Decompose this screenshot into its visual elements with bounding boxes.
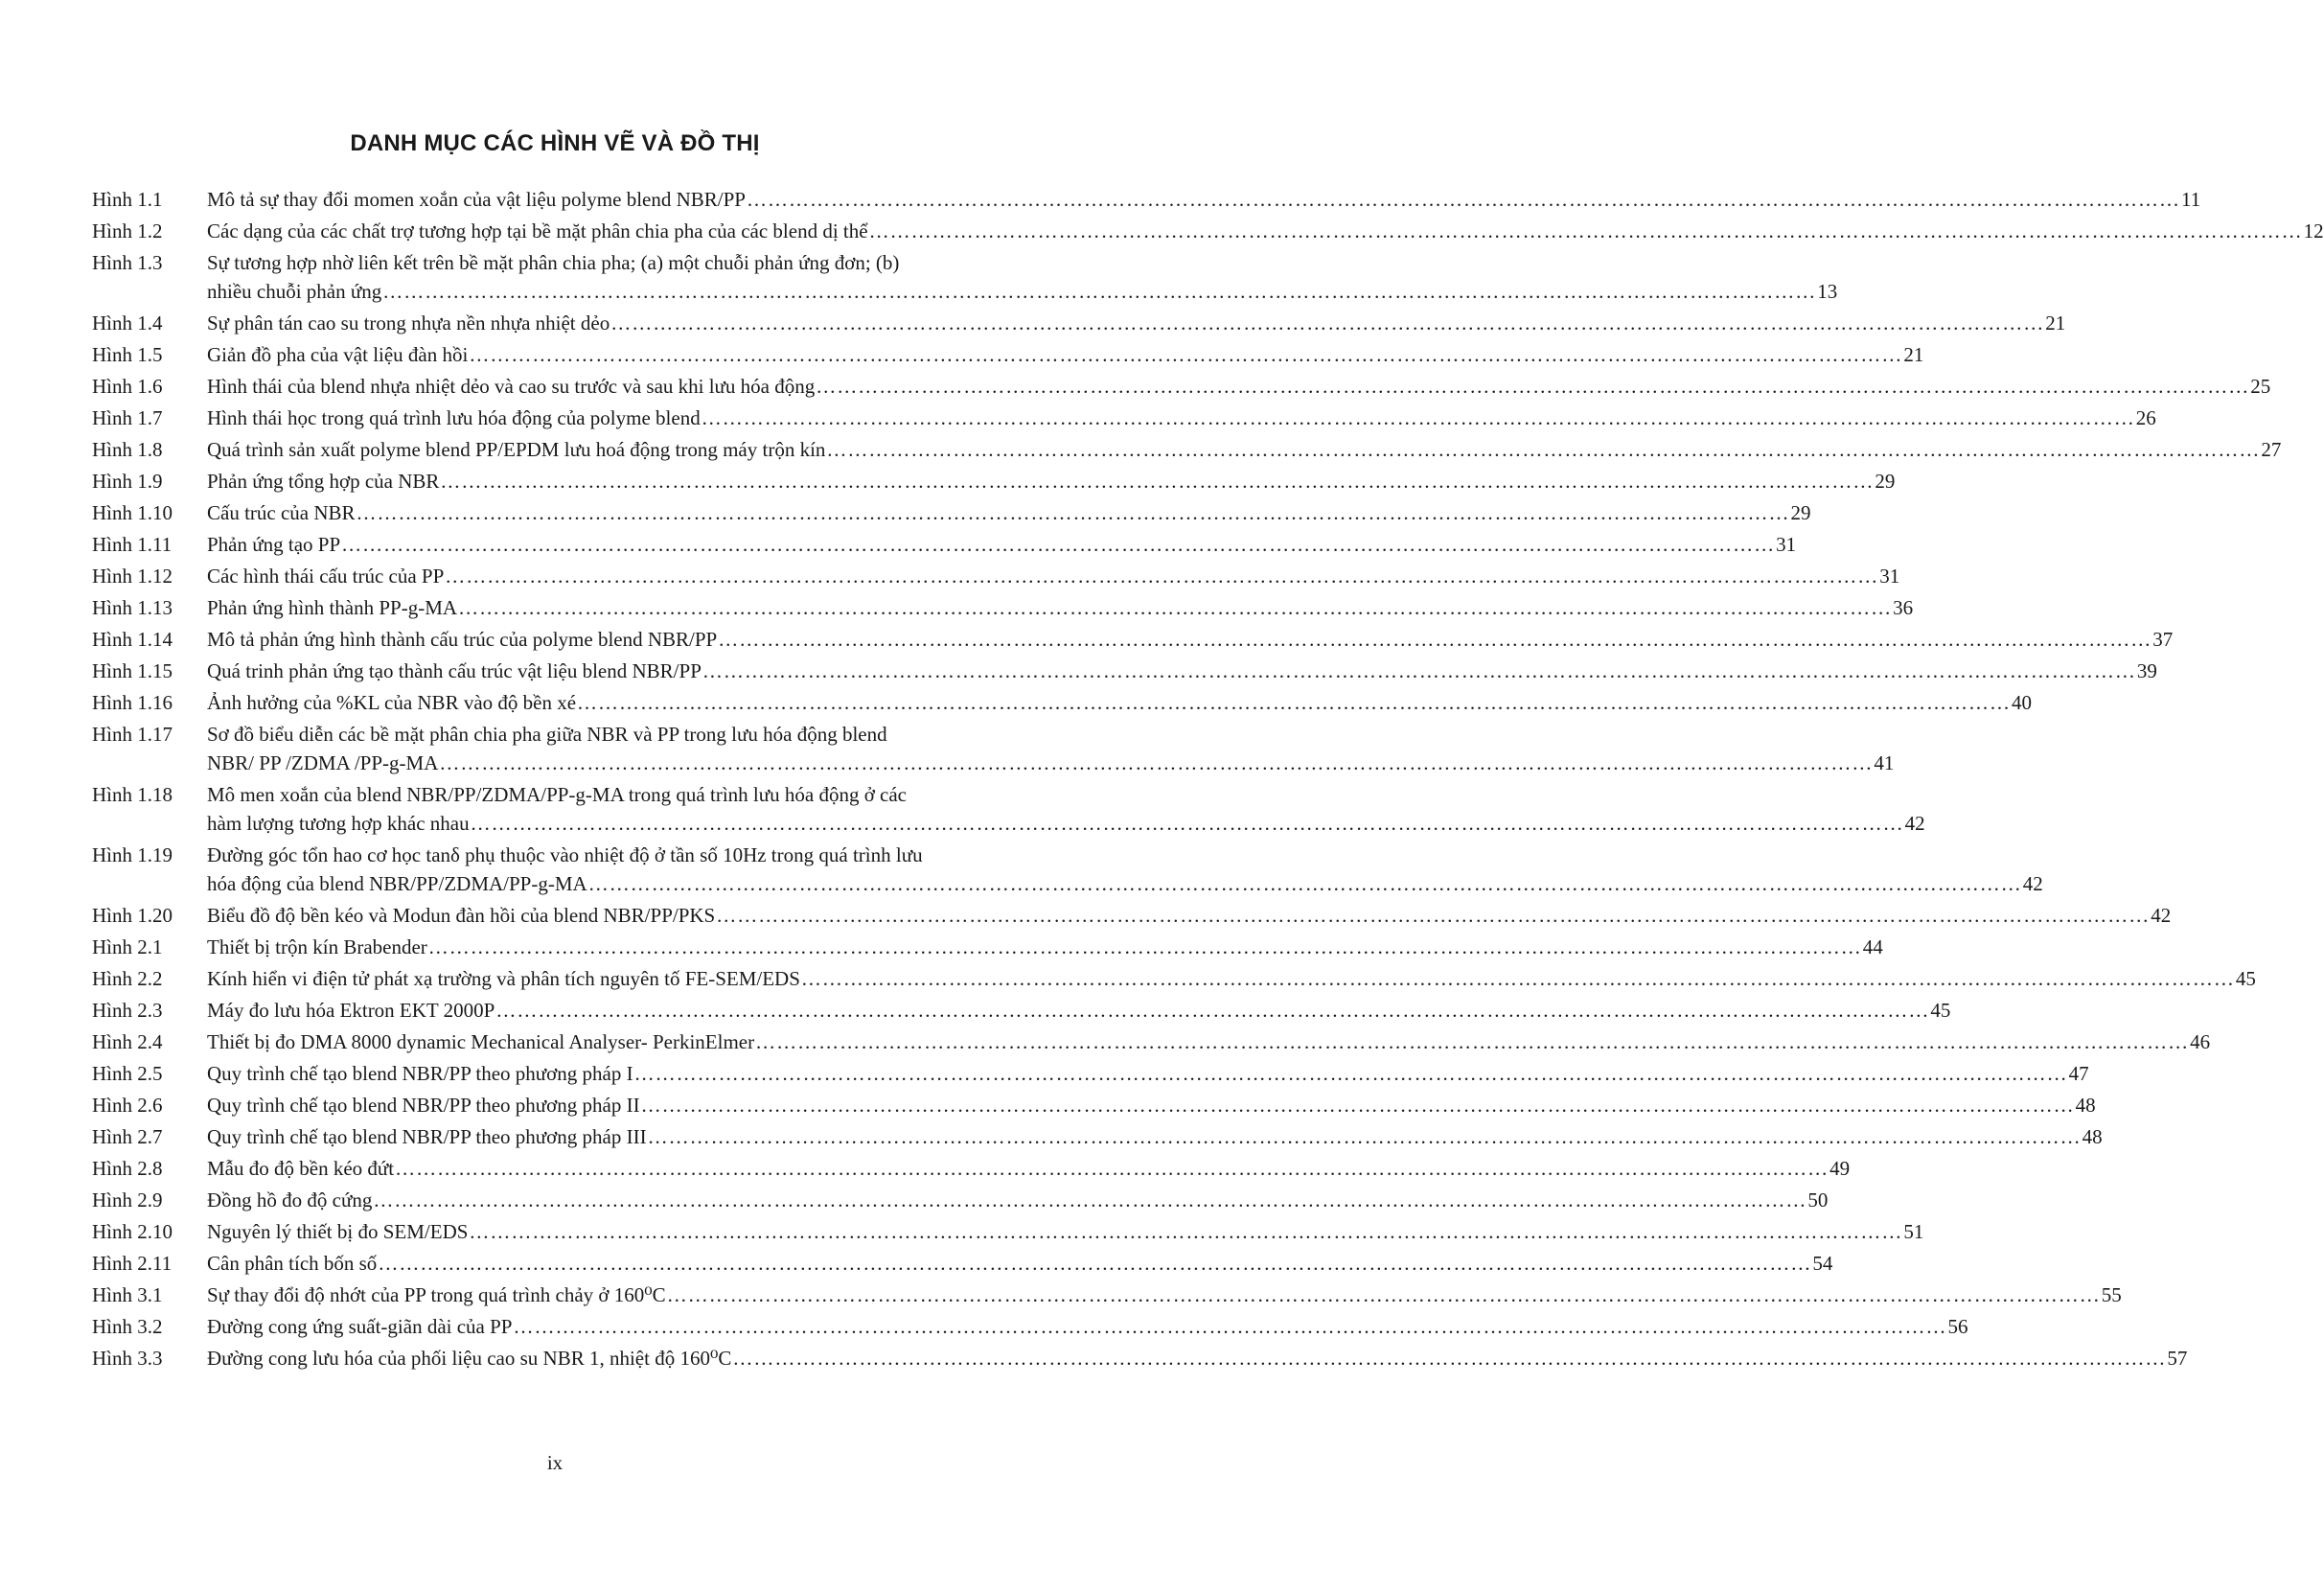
- figure-caption: [207, 340, 1923, 369]
- page-ref: 12: [2303, 219, 2324, 242]
- figure-entry: [92, 1059, 2089, 1088]
- page-ref: 42: [2151, 904, 2172, 927]
- caption-text: Mô men xoắn của blend NBR/PP/ZDMA/PP-g-MA trong quá trình lưu hóa động ở các: [207, 783, 908, 806]
- caption-text: Đồng hồ đo độ cứng: [207, 1188, 373, 1211]
- dot-leader: [577, 688, 2011, 717]
- figure-caption: [207, 404, 2156, 432]
- caption-line: [207, 964, 2256, 993]
- figure-label: Hình 2.3: [92, 999, 163, 1022]
- figure-entry: [92, 467, 1896, 496]
- caption-text: Mô tả sự thay đổi momen xoắn của vật liệu polyme blend NBR/PP: [207, 188, 746, 211]
- page-ref: 57: [2167, 1347, 2188, 1370]
- figure-caption: [207, 562, 1899, 590]
- figure-label: Hình 1.9: [92, 470, 163, 493]
- figure-label: Hình 1.15: [92, 659, 173, 682]
- dot-leader: [357, 498, 1790, 527]
- figure-entry: [92, 780, 1925, 838]
- caption-text: Các dạng của các chất trợ tương hợp tại bề mặt phân chia pha của các blend dị thể: [207, 219, 868, 242]
- figure-caption: [207, 309, 2065, 337]
- figure-label: Hình 1.11: [92, 533, 173, 556]
- figure-caption: [207, 217, 2324, 245]
- figure-entry: [92, 625, 2174, 654]
- figure-caption: [207, 435, 2281, 464]
- figure-label: Hình 2.10: [92, 1220, 173, 1243]
- caption-line: [207, 1186, 1828, 1214]
- figure-caption: [207, 530, 1796, 559]
- caption-text: Phản ứng tổng hợp của NBR: [207, 470, 440, 493]
- figure-caption: [207, 901, 2171, 930]
- figure-caption: [207, 1312, 1968, 1341]
- dot-leader: [702, 404, 2135, 432]
- figure-label: Hình 1.17: [92, 723, 173, 746]
- figure-entry: [92, 498, 1811, 527]
- caption-text: Thiết bị đo DMA 8000 dynamic Mechanical Analyser- PerkinElmer: [207, 1030, 755, 1053]
- figure-label: Hình 1.10: [92, 501, 173, 524]
- caption-line: [207, 1217, 1923, 1246]
- figure-entry: [92, 185, 2201, 214]
- figure-caption: [207, 372, 2270, 401]
- figure-label: Hình 1.16: [92, 691, 173, 714]
- caption-line: [207, 217, 2324, 245]
- figure-caption: [207, 657, 2157, 685]
- figure-caption: [207, 185, 2200, 214]
- figure-label: Hình 1.4: [92, 311, 163, 335]
- figure-entry: [92, 1344, 2188, 1373]
- caption-line: [207, 404, 2156, 432]
- caption-text: Đường cong lưu hóa của phối liệu cao su NBR 1, nhiệt độ 160⁰C: [207, 1347, 732, 1370]
- page-ref: 54: [1812, 1252, 1833, 1275]
- page-ref: 39: [2136, 659, 2157, 682]
- figure-caption: [207, 498, 1811, 527]
- caption-line: [207, 841, 2043, 869]
- figure-label: Hình 1.7: [92, 406, 163, 429]
- caption-line: [207, 749, 1894, 777]
- caption-line: [207, 1312, 1968, 1341]
- page-ref: 45: [2235, 967, 2256, 990]
- figure-caption: [207, 996, 1950, 1025]
- dot-leader: [341, 530, 1775, 559]
- caption-text: Phản ứng hình thành PP-g-MA: [207, 596, 458, 619]
- figure-entry: [92, 1186, 1829, 1214]
- caption-text: Nguyên lý thiết bị đo SEM/EDS: [207, 1220, 469, 1243]
- caption-text: Quy trình chế tạo blend NBR/PP theo phương pháp III: [207, 1125, 647, 1148]
- caption-text: Kính hiển vi điện tử phát xạ trường và phân tích nguyên tố FE-SEM/EDS: [207, 967, 800, 990]
- figure-label: Hình 2.7: [92, 1125, 163, 1148]
- dot-leader: [395, 1154, 1829, 1183]
- caption-text: Sự thay đổi độ nhớt của PP trong quá trình chảy ở 160⁰C: [207, 1283, 666, 1306]
- dot-leader: [869, 217, 2303, 245]
- page-ref: 56: [1947, 1315, 1968, 1338]
- caption-text: Ảnh hưởng của %KL của NBR vào độ bền xé: [207, 691, 577, 714]
- caption-line: [207, 185, 2200, 214]
- caption-line: [207, 780, 1925, 809]
- caption-line: [207, 372, 2270, 401]
- caption-line: [207, 1154, 1850, 1183]
- page-ref: 29: [1790, 501, 1811, 524]
- caption-text: Đường góc tổn hao cơ học tanδ phụ thuộc vào nhiệt độ ở tần số 10Hz trong quá trình lưu: [207, 843, 923, 866]
- page-ref: 27: [2261, 438, 2282, 461]
- figure-entry: [92, 217, 2324, 245]
- figure-caption: [207, 1154, 1850, 1183]
- caption-line: [207, 1249, 1832, 1278]
- dot-leader: [495, 996, 1929, 1025]
- dot-leader: [718, 625, 2151, 654]
- page-ref: 51: [1903, 1220, 1924, 1243]
- figure-label: Hình 1.12: [92, 565, 173, 588]
- caption-line: [207, 498, 1811, 527]
- figure-entry: [92, 593, 1914, 622]
- dot-leader: [816, 372, 2249, 401]
- caption-text: Đường cong ứng suất-giãn dài của PP: [207, 1315, 513, 1338]
- figure-entry: [92, 841, 2043, 898]
- figure-caption: [207, 720, 1894, 777]
- caption-line: [207, 933, 1883, 961]
- caption-text: NBR/ PP /ZDMA /PP-g-MA: [207, 751, 439, 774]
- figure-label: Hình 1.6: [92, 375, 163, 398]
- figure-label: Hình 1.3: [92, 251, 163, 274]
- figure-label: Hình 2.8: [92, 1157, 163, 1180]
- figure-caption: [207, 1249, 1832, 1278]
- figure-caption: [207, 964, 2256, 993]
- figure-label: Hình 3.2: [92, 1315, 163, 1338]
- caption-text: nhiều chuỗi phản ứng: [207, 280, 382, 303]
- page-ref: 37: [2152, 628, 2174, 651]
- figure-entry: [92, 340, 1924, 369]
- caption-line: [207, 996, 1950, 1025]
- dot-leader: [641, 1091, 2075, 1119]
- caption-line: [207, 1091, 2096, 1119]
- figure-label: Hình 2.1: [92, 935, 163, 958]
- figure-label: Hình 1.19: [92, 843, 173, 866]
- dot-leader: [469, 340, 1902, 369]
- figure-caption: [207, 625, 2173, 654]
- caption-line: [207, 625, 2173, 654]
- figure-label: Hình 1.18: [92, 783, 173, 806]
- figure-entry: [92, 1249, 1833, 1278]
- page-ref: 13: [1817, 280, 1838, 303]
- caption-line: [207, 1281, 2122, 1309]
- page-ref: 40: [2012, 691, 2033, 714]
- dot-leader: [801, 964, 2235, 993]
- caption-line: [207, 657, 2157, 685]
- caption-line: [207, 809, 1925, 838]
- dot-leader: [826, 435, 2260, 464]
- dot-leader: [634, 1059, 2068, 1088]
- figure-entry: [92, 901, 2172, 930]
- figure-label: Hình 1.20: [92, 904, 173, 927]
- dot-leader: [514, 1312, 1947, 1341]
- figure-entry: [92, 562, 1900, 590]
- figure-caption: [207, 1122, 2103, 1151]
- caption-text: Sơ đồ biểu diễn các bề mặt phân chia pha giữa NBR và PP trong lưu hóa động blend: [207, 723, 887, 746]
- page-ref: 36: [1893, 596, 1914, 619]
- figure-entry: [92, 1312, 1968, 1341]
- figure-caption: [207, 248, 1837, 306]
- figure-entry: [92, 657, 2157, 685]
- figure-caption: [207, 1059, 2089, 1088]
- figure-label: Hình 3.3: [92, 1347, 163, 1370]
- page-ref: 46: [2190, 1030, 2211, 1053]
- page-ref: 31: [1879, 565, 1900, 588]
- caption-line: [207, 720, 1894, 749]
- page-ref: 49: [1829, 1157, 1851, 1180]
- figure-entry: [92, 720, 1895, 777]
- caption-line: [207, 1059, 2089, 1088]
- dot-leader: [373, 1186, 1806, 1214]
- caption-line: [207, 901, 2171, 930]
- caption-line: [207, 869, 2043, 898]
- caption-line: [207, 340, 1923, 369]
- caption-text: Phản ứng tạo PP: [207, 533, 341, 556]
- page-ref: 21: [1903, 343, 1924, 366]
- dot-leader: [755, 1027, 2189, 1056]
- caption-text: Quá trinh phản ứng tạo thành cấu trúc vật liệu blend NBR/PP: [207, 659, 702, 682]
- caption-line: [207, 562, 1899, 590]
- figure-entry: [92, 964, 2256, 993]
- caption-text: Cấu trúc của NBR: [207, 501, 356, 524]
- caption-text: Hình thái học trong quá trình lưu hóa động của polyme blend: [207, 406, 701, 429]
- caption-text: Biểu đồ độ bền kéo và Modun đàn hồi của blend NBR/PP/PKS: [207, 904, 716, 927]
- page-ref: 48: [2082, 1125, 2103, 1148]
- page-ref: 41: [1874, 751, 1895, 774]
- caption-line: [207, 277, 1837, 306]
- caption-text: Giản đồ pha của vật liệu đàn hồi: [207, 343, 469, 366]
- dot-leader: [469, 1217, 1902, 1246]
- page-ref: 47: [2068, 1062, 2089, 1085]
- dot-leader: [716, 901, 2150, 930]
- figure-label: Hình 2.6: [92, 1094, 163, 1117]
- figure-entry: [92, 1154, 1851, 1183]
- caption-line: [207, 1344, 2187, 1373]
- figure-caption: [207, 593, 1913, 622]
- figure-label: Hình 1.1: [92, 188, 163, 211]
- dot-leader: [471, 809, 1904, 838]
- caption-line: [207, 248, 1837, 277]
- figure-entry: [92, 1281, 2122, 1309]
- figure-entry: [92, 1091, 2096, 1119]
- dot-leader: [378, 1249, 1811, 1278]
- figure-entry: [92, 933, 1883, 961]
- figure-entry: [92, 1122, 2103, 1151]
- dot-leader: [702, 657, 2136, 685]
- figure-entry: [92, 372, 2271, 401]
- page-ref: 25: [2250, 375, 2271, 398]
- figure-label: Hình 1.2: [92, 219, 163, 242]
- caption-text: Mô tả phản ứng hình thành cấu trúc của polyme blend NBR/PP: [207, 628, 718, 651]
- page-ref: 29: [1875, 470, 1896, 493]
- caption-text: Quy trình chế tạo blend NBR/PP theo phương pháp I: [207, 1062, 633, 1085]
- figure-caption: [207, 933, 1883, 961]
- dot-leader: [610, 309, 2044, 337]
- page-ref: 50: [1807, 1188, 1829, 1211]
- caption-line: [207, 435, 2281, 464]
- figure-label: Hình 1.8: [92, 438, 163, 461]
- figure-entry: [92, 248, 1838, 306]
- caption-text: Mẫu đo độ bền kéo đứt: [207, 1157, 395, 1180]
- caption-text: Quá trình sản xuất polyme blend PP/EPDM lưu hoá động trong máy trộn kín: [207, 438, 826, 461]
- figure-entry: [92, 996, 1951, 1025]
- caption-line: [207, 1027, 2210, 1056]
- dot-leader: [648, 1122, 2082, 1151]
- figure-caption: [207, 1217, 1923, 1246]
- figure-caption: [207, 1091, 2096, 1119]
- page-ref: 55: [2101, 1283, 2122, 1306]
- figure-label: Hình 3.1: [92, 1283, 163, 1306]
- dot-leader: [732, 1344, 2166, 1373]
- figure-entry: [92, 309, 2066, 337]
- page-ref: 44: [1862, 935, 1883, 958]
- figure-label: Hình 1.5: [92, 343, 163, 366]
- caption-text: Máy đo lưu hóa Ektron EKT 2000P: [207, 999, 495, 1022]
- figure-label: Hình 2.9: [92, 1188, 163, 1211]
- figure-label: Hình 2.5: [92, 1062, 163, 1085]
- figure-caption: [207, 1027, 2210, 1056]
- page-ref: 42: [2022, 872, 2043, 895]
- figure-entry: [92, 435, 2282, 464]
- page-ref: 48: [2075, 1094, 2096, 1117]
- figure-entry: [92, 1217, 1924, 1246]
- caption-text: hóa động của blend NBR/PP/ZDMA/PP-g-MA: [207, 872, 587, 895]
- page-title: DANH MỤC CÁC HÌNH VẼ VÀ ĐỒ THỊ: [350, 130, 760, 156]
- page-ref: 42: [1904, 812, 1925, 835]
- caption-text: Quy trình chế tạo blend NBR/PP theo phương pháp II: [207, 1094, 640, 1117]
- dot-leader: [382, 277, 1816, 306]
- page-ref: 21: [2045, 311, 2066, 335]
- dot-leader: [428, 933, 1862, 961]
- dot-leader: [667, 1281, 2101, 1309]
- figure-caption: [207, 467, 1895, 496]
- caption-text: Hình thái của blend nhựa nhiệt dẻo và cao su trước và sau khi lưu hóa động: [207, 375, 816, 398]
- caption-text: Các hình thái cấu trúc của PP: [207, 565, 445, 588]
- dot-leader: [588, 869, 2022, 898]
- caption-line: [207, 1122, 2103, 1151]
- figure-list: [92, 185, 2324, 1375]
- figure-caption: [207, 1344, 2187, 1373]
- caption-text: Cân phân tích bốn số: [207, 1252, 378, 1275]
- figure-caption: [207, 841, 2043, 898]
- caption-text: Sự tương hợp nhờ liên kết trên bề mặt phân chia pha; (a) một chuỗi phản ứng đơn; (b): [207, 251, 900, 274]
- dot-leader: [747, 185, 2180, 214]
- caption-text: Sự phân tán cao su trong nhựa nền nhựa nhiệt dẻo: [207, 311, 610, 335]
- caption-line: [207, 593, 1913, 622]
- figure-entry: [92, 404, 2156, 432]
- figure-caption: [207, 780, 1925, 838]
- caption-line: [207, 688, 2032, 717]
- page-ref: 45: [1930, 999, 1951, 1022]
- page-ref: 31: [1776, 533, 1797, 556]
- figure-caption: [207, 688, 2032, 717]
- dot-leader: [439, 749, 1873, 777]
- figure-caption: [207, 1186, 1828, 1214]
- page-ref: 11: [2181, 188, 2201, 211]
- figure-caption: [207, 1281, 2122, 1309]
- dot-leader: [458, 593, 1892, 622]
- figure-label: Hình 1.14: [92, 628, 173, 651]
- figure-label: Hình 2.2: [92, 967, 163, 990]
- figure-label: Hình 2.11: [92, 1252, 173, 1275]
- caption-text: hàm lượng tương hợp khác nhau: [207, 812, 470, 835]
- page-number: ix: [546, 1451, 564, 1474]
- figure-entry: [92, 1027, 2211, 1056]
- figure-label: Hình 2.4: [92, 1030, 163, 1053]
- dot-leader: [445, 562, 1878, 590]
- caption-text: Thiết bị trộn kín Brabender: [207, 935, 427, 958]
- dot-leader: [440, 467, 1874, 496]
- figure-entry: [92, 530, 1797, 559]
- caption-line: [207, 467, 1895, 496]
- page-ref: 26: [2135, 406, 2156, 429]
- caption-line: [207, 309, 2065, 337]
- figure-entry: [92, 688, 2033, 717]
- caption-line: [207, 530, 1796, 559]
- figure-label: Hình 1.13: [92, 596, 173, 619]
